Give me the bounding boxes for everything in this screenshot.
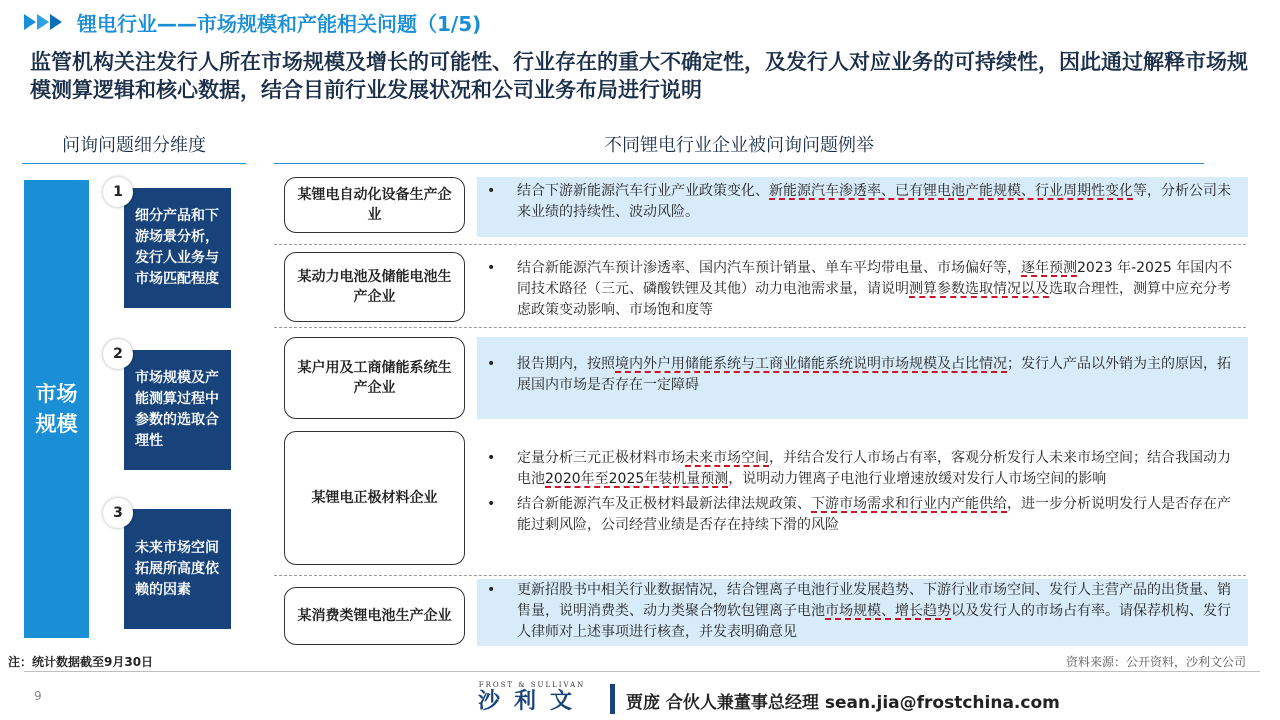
right-column-header: 不同锂电行业企业被问询问题例举 <box>274 131 1204 164</box>
chevron-right-icon <box>24 14 63 30</box>
issue-block-2 <box>477 254 1248 320</box>
logo-divider <box>610 684 615 714</box>
issue-bullet: • 更新招股书中相关行业数据情况，结合锂离子电池行业发展趋势、下游行业市场空间、发行人主营产品的出货量、销售量，说明消费类、动力类聚合物软包锂离子电池市场规模、增长趋势以及发行人的市场占有率。请保荐机构、发行人律师对上述事项进行核查，并发表明确意见 <box>517 580 1238 643</box>
dimension-2 <box>113 345 231 470</box>
dimension-text: 未来市场空间拓展所高度依赖的因素 <box>135 539 219 598</box>
dimension-1 <box>113 183 231 308</box>
page-title: 锂电行业——市场规模和产能相关问题（1/5) <box>77 11 482 36</box>
contact-info: 贾庞 合伙人兼董事总经理 sean.jia@frostchina.com <box>626 693 1060 713</box>
dimension-number: 3 <box>103 498 133 528</box>
issue-bullet: • 结合新能源汽车及正极材料最新法律法规政策、下游市场需求和行业内产能供给，进一步分析说明发行人是否存在产能过剩风险，公司经营业绩是否存在持续下滑的风险 <box>517 494 1238 536</box>
footnote: 注：统计数据截至9月30日 <box>8 655 154 669</box>
market-size-block <box>24 180 89 638</box>
dimension-number: 1 <box>103 177 133 207</box>
separator <box>274 575 1246 576</box>
footer-divider <box>24 671 1260 672</box>
dimension-text: 市场规模及产能测算过程中参数的选取合理性 <box>135 370 219 449</box>
issue-block-5 <box>477 579 1248 646</box>
company-box: 某消费类锂电池生产企业 <box>284 587 465 645</box>
issue-bullet: • 报告期内，按照境内外户用储能系统与工商业储能系统说明市场规模及占比情况；发行人产品以外销为主的原因，拓展国内市场是否存在一定障碍 <box>517 354 1238 396</box>
issue-block-1 <box>477 177 1248 237</box>
issue-block-3 <box>477 337 1248 419</box>
dimension-3 <box>113 504 231 629</box>
logo-chinese: 沙利文 <box>477 689 586 714</box>
market-size-label: 市场规模 <box>35 382 78 436</box>
company-box: 某锂电正极材料企业 <box>284 431 465 565</box>
page-number: 9 <box>34 689 42 703</box>
headline: 监管机构关注发行人所在市场规模及增长的可能性、行业存在的重大不确定性，及发行人对应业务的可持续性，因此通过解释市场规模测算逻辑和核心数据，结合目前行业发展状况和公司业务布局进行说明 <box>30 50 1248 102</box>
company-box: 某锂电自动化设备生产企业 <box>284 177 465 233</box>
separator <box>274 327 1246 328</box>
issue-bullet: • 定量分析三元正极材料市场未来市场空间，并结合发行人市场占有率，客观分析发行人未来市场空间；结合我国动力电池2020年至2025年装机量预测，说明动力锂离子电池行业增速放缓对发行人市场空间的影响 <box>517 448 1238 490</box>
frost-sullivan-logo <box>462 681 602 715</box>
issue-bullet: • 结合新能源汽车预计渗透率、国内汽车预计销量、单车平均带电量、市场偏好等，逐年预测2023 年-2025 年国内不同技术路径（三元、磷酸铁锂及其他）动力电池需求量，请说明测算参数选取情况以及选取合理性，测算中应充分考虑政策变动影响、市场饱和度等 <box>517 258 1238 321</box>
source-note: 资料来源：公开资料，沙利文公司 <box>1065 655 1246 669</box>
left-column-header: 问询问题细分维度 <box>22 131 246 164</box>
company-box: 某户用及工商储能系统生产企业 <box>284 337 465 419</box>
issue-bullet: • 结合下游新能源汽车行业产业政策变化、新能源汽车渗透率、已有锂电池产能规模、行业周期性变化等，分析公司未来业绩的持续性、波动风险。 <box>517 181 1238 223</box>
dimension-text: 细分产品和下游场景分析，发行人业务与市场匹配程度 <box>135 208 219 287</box>
title-bar <box>24 8 481 36</box>
separator <box>274 244 1246 245</box>
company-box: 某动力电池及储能电池生产企业 <box>284 252 465 322</box>
dimension-number: 2 <box>103 339 133 369</box>
logo-english: FROST & SULLIVAN <box>478 681 586 689</box>
issue-block-4 <box>477 444 1248 562</box>
